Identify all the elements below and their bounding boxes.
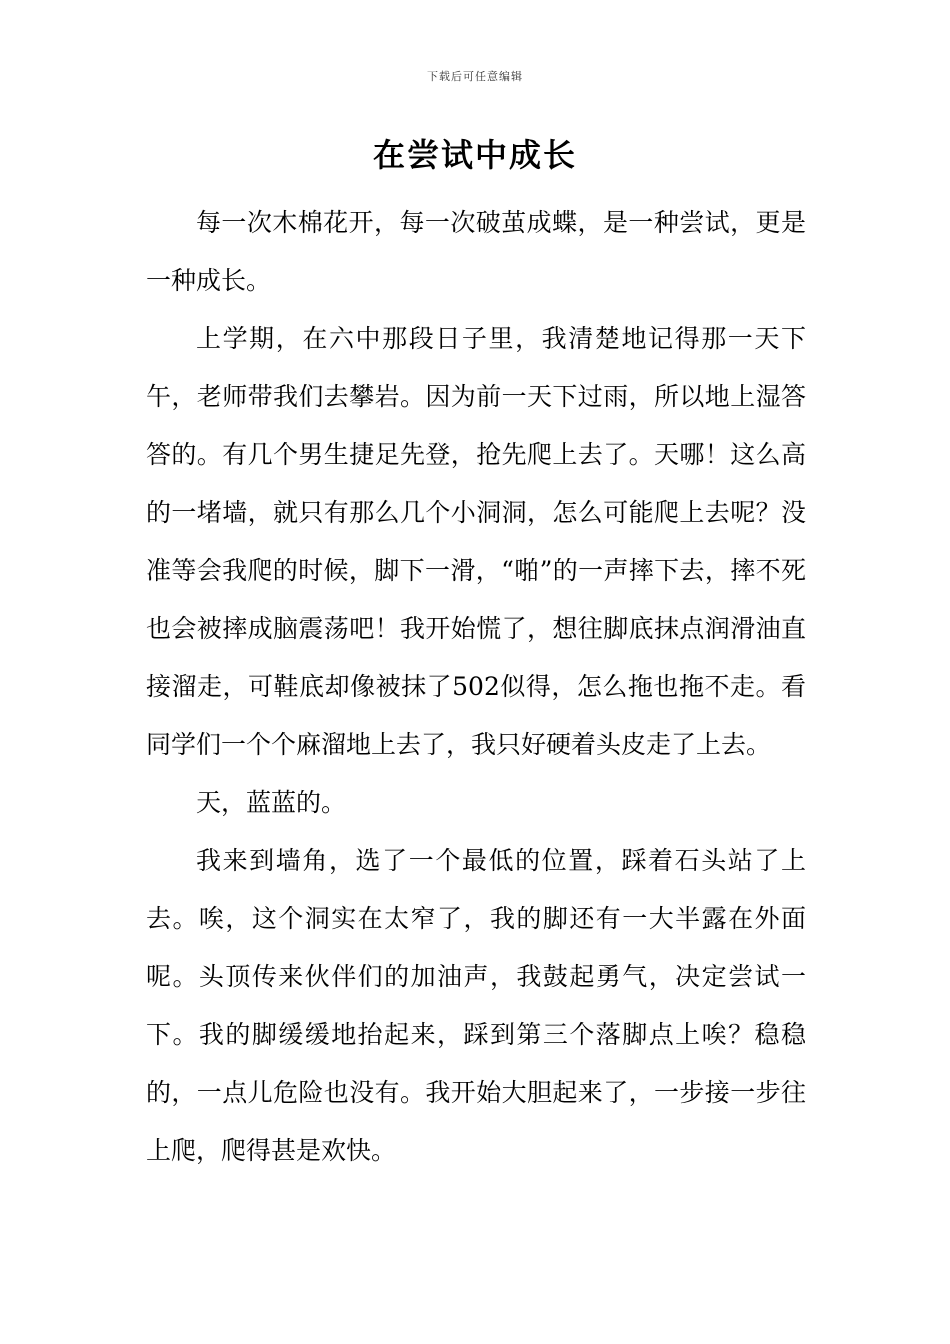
page-title: 在尝试中成长 bbox=[372, 136, 577, 174]
paragraph: 上学期，在六中那段日子里，我清楚地记得那一天下午，老师带我们去攀岩。因为前一天下过雨，所以地上湿答答的。有几个男生捷足先登，抢先爬上去了。天哪！这么高的一堵墙，就只有那么几个小洞洞，怎么可能爬上去呢？没准等会我爬的时候，脚下一滑，“啪”的一声摔下去，摔不死也会被摔成脑震荡吧！我开始慌了，想往脚底抹点润滑油直接溜走，可鞋底却像被抹了502似得，怎么拖也拖不走。看同学们一个个麻溜地上去了，我只好硬着头皮走了上去。 bbox=[146, 324, 806, 759]
header-note: 下载后可任意编辑 bbox=[427, 70, 523, 83]
paragraph: 天，蓝蓝的。 bbox=[196, 788, 347, 817]
essay-body bbox=[146, 194, 806, 1180]
paragraph: 我来到墙角，选了一个最低的位置，踩着石头站了上去。唉，这个洞实在太窄了，我的脚还有一大半露在外面呢。头顶传来伙伴们的加油声，我鼓起勇气，决定尝试一下。我的脚缓缓地抬起来，踩到第三个落脚点上唉？稳稳的，一点儿危险也没有。我开始大胆起来了，一步接一步往上爬，爬得甚是欢快。 bbox=[146, 846, 806, 1165]
paragraph: 每一次木棉花开，每一次破茧成蝶，是一种尝试，更是一种成长。 bbox=[146, 208, 806, 295]
